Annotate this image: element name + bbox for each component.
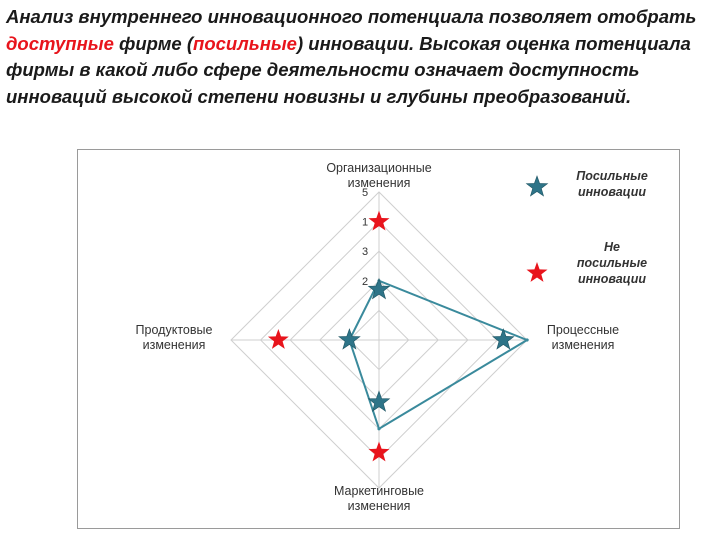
tick-label: 3 bbox=[361, 246, 369, 259]
teal-star-marker bbox=[493, 329, 514, 349]
tick-label: 1 bbox=[361, 216, 369, 229]
legend-label: инновации bbox=[577, 272, 647, 286]
axis-label: изменения bbox=[347, 499, 411, 513]
axis-label: изменения bbox=[347, 176, 411, 190]
legend-red-star-icon bbox=[527, 262, 548, 282]
intro-highlight-available: доступные bbox=[6, 32, 114, 54]
legend-label: Не bbox=[604, 240, 620, 254]
tick-label: 2 bbox=[361, 275, 369, 288]
axis-label: Маркетинговые bbox=[333, 484, 425, 498]
intro-part3: ) инновации. Высокая оценка потенциала фирмы в какой либо сфере деятельности означает доступность инноваций высокой степени новизны и глубины преобразований. bbox=[6, 32, 691, 107]
legend-label: посильные bbox=[576, 256, 648, 270]
axis-label: Продуктовые bbox=[135, 323, 213, 337]
tick-label: 5 bbox=[361, 187, 369, 199]
intro-part2: фирме ( bbox=[113, 32, 194, 54]
axis-label: Организационные bbox=[326, 161, 432, 175]
legend-label: инновации bbox=[577, 185, 647, 199]
legend-teal-star-icon bbox=[527, 176, 548, 196]
series-point bbox=[377, 427, 380, 430]
radar-chart bbox=[77, 149, 680, 529]
red-star-marker bbox=[268, 329, 289, 349]
axis-label: изменения bbox=[142, 338, 206, 352]
intro-highlight-feasible: посильные bbox=[193, 32, 297, 54]
series-point bbox=[525, 338, 528, 341]
radar-chart-svg bbox=[78, 150, 681, 530]
intro-part1: Анализ внутреннего инновационного потенциала позволяет отобрать bbox=[6, 6, 697, 27]
intro-text bbox=[6, 4, 714, 110]
legend-label: Посильные bbox=[576, 169, 648, 183]
axis-label: изменения bbox=[551, 338, 615, 352]
axis-label: Процессные bbox=[546, 323, 620, 337]
